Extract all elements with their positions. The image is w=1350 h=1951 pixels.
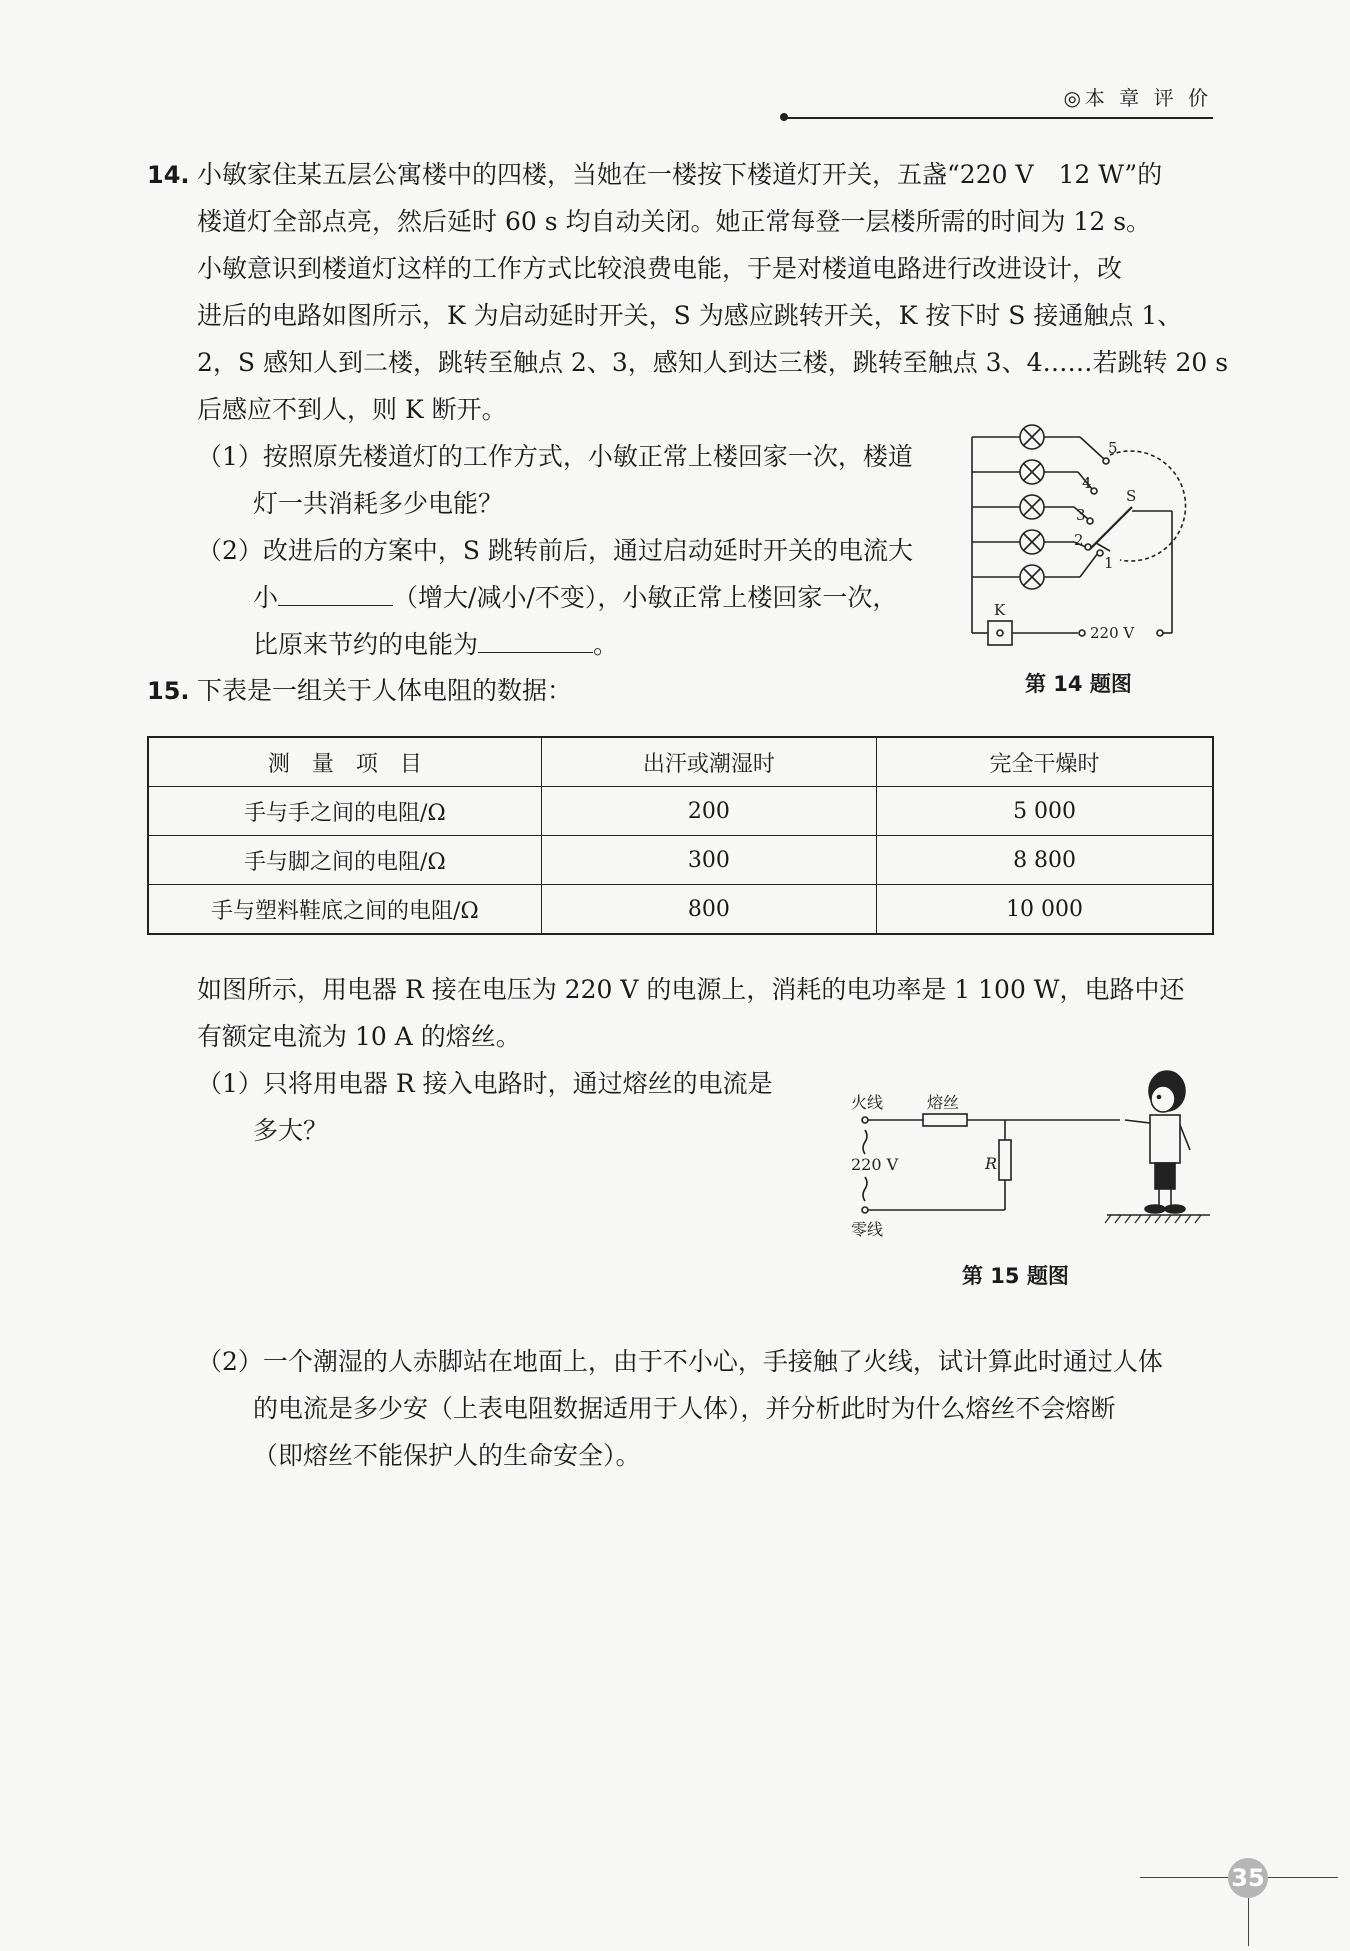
lamp-2: [972, 460, 1092, 489]
q15-sub1-line-1: （1）只将用电器 R 接入电路时，通过熔丝的电流是: [197, 1069, 773, 1098]
q15-paragraph-line-1: 如图所示，用电器 R 接在电压为 220 V 的电源上，消耗的电功率是 1 100 W，电路中还: [197, 975, 1185, 1004]
q15-number-line: [147, 676, 190, 706]
q14-line-5: 2，S 感知人到二楼，跳转至触点 2、3，感知人到达三楼，跳转至触点 3、4……若跳转 20 s: [197, 348, 1229, 377]
q14-circuit-diagram: [960, 415, 1210, 655]
body-resistance-table: [147, 736, 1214, 935]
table-cell: 5 000: [877, 787, 1213, 836]
fuse-symbol: [923, 1114, 967, 1126]
contact-3-label: 3: [1076, 506, 1086, 524]
lamp-4: [972, 530, 1086, 554]
header-rule: [785, 117, 1213, 119]
q15-sub2-line-3: （即熔丝不能保护人的生命安全）。: [253, 1441, 641, 1470]
q15-sub1-line-2: 多大？: [253, 1116, 329, 1145]
answer-blank-current[interactable]: [278, 583, 393, 606]
section-label: ◎本 章 评 价: [1063, 86, 1212, 110]
switch-k-label: K: [994, 601, 1006, 619]
table-cell: 10 000: [877, 885, 1213, 935]
q14-line-2: 楼道灯全部点亮，然后延时 60 s 均自动关闭。她正常每登一层楼所需的时间为 12 s。: [197, 207, 1152, 236]
q14-line-1: 小敏家住某五层公寓楼中的四楼，当她在一楼按下楼道灯开关，五盏“220 V 12 W”的: [197, 160, 1163, 189]
table-header-cell: 测 量 项 目: [148, 737, 541, 787]
q15-figure-caption: 第 15 题图: [962, 1264, 1069, 1288]
q14-sub2-period: 。: [593, 630, 619, 659]
contact-1-label: 1: [1104, 554, 1114, 572]
q14-line-6: 后感应不到人，则 K 断开。: [197, 395, 507, 424]
person-illustration: [1105, 1071, 1210, 1223]
q14-sub2-suffix: （增大/减小/不变），小敏正常上楼回家一次，: [393, 583, 898, 612]
table-cell: 手与手之间的电阻/Ω: [148, 787, 541, 836]
q14-number-line: [147, 160, 190, 190]
table-header-cell: 出汗或潮湿时: [541, 737, 876, 787]
lamp-5: [972, 553, 1098, 589]
q14-sub1-line-2: 灯一共消耗多少电能？: [253, 489, 504, 518]
lamp-3: [972, 495, 1088, 519]
table-row: [148, 836, 1213, 885]
contact-2-label: 2: [1074, 531, 1084, 549]
q15-paragraph-line-2: 有额定电流为 10 A 的熔丝。: [197, 1022, 521, 1051]
q14-sub2-line-3: [253, 630, 618, 660]
table-cell: 手与塑料鞋底之间的电阻/Ω: [148, 885, 541, 935]
table-cell: 8 800: [877, 836, 1213, 885]
q14-sub2-energy-prefix: 比原来节约的电能为: [253, 630, 479, 659]
q14-line-4: 进后的电路如图所示，K 为启动延时开关，S 为感应跳转开关，K 按下时 S 接通触点 1、: [197, 301, 1183, 330]
lamp-1: [972, 425, 1104, 459]
q14-number: 14.: [147, 161, 190, 189]
contact-5-label: 5: [1108, 439, 1118, 457]
q14-line-3: 小敏意识到楼道灯这样的工作方式比较浪费电能，于是对楼道电路进行改进设计，改: [197, 254, 1123, 283]
q14-sub2-line-1: （2）改进后的方案中，S 跳转前后，通过启动延时开关的电流大: [197, 536, 913, 565]
table-cell: 200: [541, 787, 876, 836]
table-row: [148, 885, 1213, 935]
q14-figure-caption: 第 14 题图: [1025, 672, 1132, 696]
live-wire-label: 火线: [851, 1093, 884, 1112]
q14-sub2-prefix: 小: [253, 583, 279, 612]
q15-sub2-line-2: 的电流是多少安（上表电阻数据适用于人体），并分析此时为什么熔丝不会熔断: [253, 1394, 1116, 1423]
table-header-cell: 完全干燥时: [877, 737, 1213, 787]
table-cell: 300: [541, 836, 876, 885]
table-cell: 手与脚之间的电阻/Ω: [148, 836, 541, 885]
answer-blank-energy[interactable]: [478, 630, 593, 653]
page-number-stem: [1248, 1898, 1249, 1946]
supply-label: 220 V: [1090, 624, 1135, 642]
table-cell: 800: [541, 885, 876, 935]
q15-number: 15.: [147, 677, 190, 705]
q15-sub2-line-1: （2）一个潮湿的人赤脚站在地面上，由于不小心，手接触了火线，试计算此时通过人体: [197, 1347, 1163, 1376]
resistor-symbol: [999, 1140, 1011, 1180]
fuse-label: 熔丝: [927, 1093, 960, 1112]
table-row: [148, 787, 1213, 836]
contact-4-label: 4: [1082, 474, 1092, 492]
switch-s-label: S: [1126, 487, 1137, 505]
q15-intro: 下表是一组关于人体电阻的数据：: [197, 676, 573, 705]
neutral-wire-label: 零线: [851, 1220, 884, 1239]
page-number: 35: [1228, 1858, 1268, 1898]
q15-circuit-diagram: [845, 1065, 1215, 1245]
voltage-label: 220 V: [851, 1155, 899, 1174]
table-header-row: [148, 737, 1213, 787]
resistor-label: R: [985, 1154, 998, 1173]
q14-sub2-line-2: [253, 583, 897, 613]
q14-sub1-line-1: （1）按照原先楼道灯的工作方式，小敏正常上楼回家一次，楼道: [197, 442, 913, 471]
